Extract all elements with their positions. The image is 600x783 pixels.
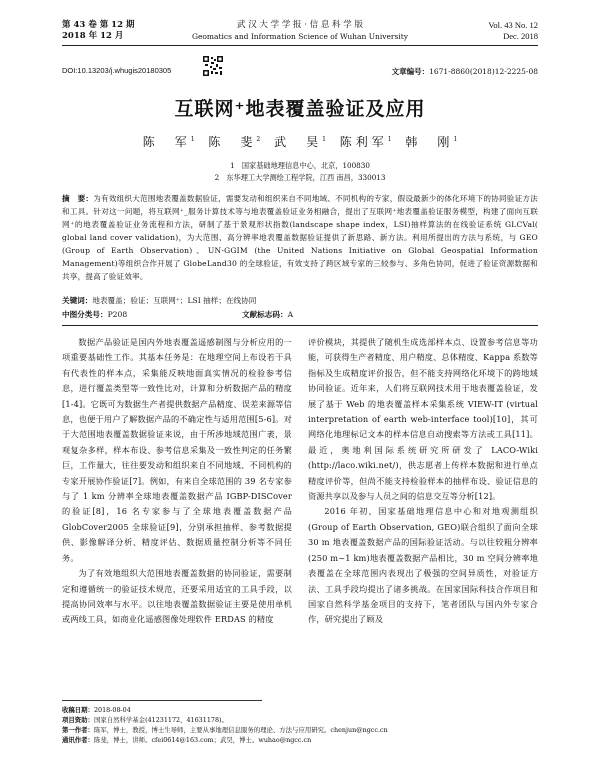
- article-number-value: 1671-8860(2018)12-2225-08: [429, 67, 538, 76]
- abstract: [62, 192, 538, 283]
- author: 陈 斐$^2$: [208, 135, 261, 149]
- author: 韩 刚$^1$: [405, 135, 458, 149]
- body-paragraph: 为了有效地组织大范围地表覆盖数据的协同验证，需要制定和遵循统一的验证技术规范，还要采用适宜的工具手段，以提高协同效率与水平。以往地表覆盖数据验证主要是使用单机或两线工具，如商业化遥感图像处理软件 ERDAS 的精度: [62, 568, 292, 625]
- volume-issue-cn: 第 43 卷 第 12 期: [62, 20, 135, 30]
- article-number: [392, 66, 538, 77]
- affiliation: 2 东华理工大学测绘工程学院，江西 南昌，330013: [214, 173, 386, 182]
- classification-line: [62, 309, 538, 320]
- footnote-rule: [62, 700, 262, 701]
- body-paragraph: 数据产品验证是国内外地表覆盖遥感制图与分析应用的一项重要基础性工作。其基本任务是：在地理空间上布设若干具有代表性的样本点，采集能反映地面真实情况的检验参考信息，进行覆盖类型等一致性比对，计算和分析数据产品的精度[1-4]。它既可为数据生产者提供数据产品精度、误差来源等信息，也便于用户了解数据产品的不确定性与适用范围[5-6]。对于大范围地表覆盖数据验证来说，由于所涉地域范围广袤，景观复杂多样，样本布设、参考信息采集及一致性判定的任务繁巨，工作量大，往往要发动和组织来自不同地域、不同机构的专家开展协作验证[7]。例如，有来自全球范围的 39 名专家参与了 1 km 分辨率全球地表覆盖数据产品 IGBP-DISCover 的验证[8]，16 名专家参与了全球地表覆盖数据产品 GlobCover2005 全球验证[9]，分别承担抽样、参考数据提供、影像解译分析、精度评估、数据质量控制分析等不同任务。: [62, 337, 292, 563]
- body-column-right: [308, 335, 538, 628]
- author: 武 昊$^1$: [274, 135, 326, 149]
- author: 陈利军$^1$: [339, 135, 392, 149]
- body-paragraph: 2016 年初，国家基础地理信息中心和对地观测组织(Group of Earth Observation, GEO)联合组织了面向全球 30 m 地表覆盖数据产品的国际验证活动。与以往较粗分辨率(250 m~1 km)地表覆盖数据产品相比，30 m 空间分辨率地表覆盖在全球范围内表现出了极强的空间异质性，对验证方法、工具手段均提出了诸多挑战。在国家国际科技合作项目和国家自然科学基金项目的支持下，笔者团队与国内外专家合作，研究提出了顾及: [308, 506, 538, 625]
- journal-title-en: Geomatics and Information Science of Wuhan University: [191, 32, 409, 41]
- qr-code-icon: [203, 56, 223, 76]
- footnote: 收稿日期：2018-08-04: [62, 706, 131, 714]
- header-rule: [62, 45, 538, 46]
- keywords-label: 关键词：: [62, 296, 93, 305]
- volume-issue-en: Vol. 43 No. 12: [488, 20, 538, 30]
- article-number-label: 文章编号：: [391, 67, 430, 76]
- author-list: [0, 133, 600, 150]
- body-column-left: [62, 335, 292, 628]
- footnote: 通讯作者：陈斐，博士，讲师。cfei0614@163.com；武昊，博士。wuhao@ngcc.cn: [62, 736, 312, 744]
- abstract-rule: [62, 325, 538, 326]
- footnote: 项目资助：国家自然科学基金(41231172，41631178)。: [62, 716, 228, 724]
- footnotes: [62, 705, 538, 745]
- journal-title-cn: 武 汉 大 学 学 报 · 信 息 科 学 版: [237, 20, 363, 30]
- abstract-text: 为有效组织大范围地表覆盖数据验证，需要发动和组织来自不同地域、不同机构的专家，假设最新少的体化环境下的协同验证方法和工具。针对这一问题，将互联网⁺_服务计算技术等与地表覆盖验证业务相融合，提出了互联网⁺地表覆盖验证服务模型，构建了面向互联网⁺的地表覆盖验证业务流程和方法，研制了基于景观形状指数(landscape shape index，LSI)抽样算法的在线验证系统 GLCVal( global land cover validation)，为大范围、高分辨率地表覆盖数据验证提供了新思路、新方法。利用所提出的方法与系统，与 GEO (Group of Earth Observation)、UN-GGIM (the United Nations Initiative on Global Geospatial Information Management)等组织合作开展了 GlobeLand30 的全球验证，有效支持了跨区域专家的三较参与、多角色协同，促进了验证资源数据和共享，提高了验证效率。: [62, 194, 538, 281]
- date-cn: 2018 年 12 月: [62, 31, 124, 41]
- keywords: [62, 295, 256, 306]
- date-en: Dec. 2018: [503, 31, 538, 41]
- footnote: 第一作者：陈军，博士，教授，博士生导师，主要从事地理信息服务的理论、方法与应用研究。chenjun@ngcc.cn: [62, 726, 388, 734]
- clc-value: P208: [107, 310, 128, 319]
- running-header-right: [488, 20, 538, 42]
- abstract-label: 摘 要：: [62, 194, 94, 203]
- author: 陈 军$^1$: [142, 135, 195, 149]
- body-paragraph: 评价模块，其提供了随机生成选部样本点、设置参考信息等功能，可获得生产者精度、用户精度、总体精度、Kappa 系数等指标及生成精度评价报告，但不能支持网络化环境下的跨地域协同验证。近年来，人们将互联网技术用于地表覆盖验证，发展了基于 Web 的地表覆盖样本采集系统 VIEW-IT (virtual interpretation of earth web-interface tool)[10]，其可网络化地理标记文本的样本信息自动搜索等方法或工具[11]。最近，奥地利国际系统研究所研发了 LACO-Wiki (http://laco.wiki.net/)，供志愿者上传样本数据和进行单点精度评价等，但尚不能支持检验样本的抽样布设、验证信息的资源共享以及参与人员之间的信息交互等分析[12]。: [308, 337, 538, 502]
- doc-code-label: 文献标志码：: [242, 310, 288, 319]
- doc-code-value: A: [287, 310, 294, 319]
- doi: DOI:10.13203/j.whugis20180305: [62, 66, 172, 75]
- affiliation: 1 国家基础地理信息中心，北京，100830: [230, 161, 370, 170]
- affiliations: [0, 160, 600, 184]
- keywords-text: 地表覆盖；验证；互联网⁺；LSI 抽样；在线协同: [92, 296, 257, 305]
- paper-title: 互联网⁺地表覆盖验证及应用: [174, 98, 426, 120]
- clc-label: 中图分类号：: [62, 310, 108, 319]
